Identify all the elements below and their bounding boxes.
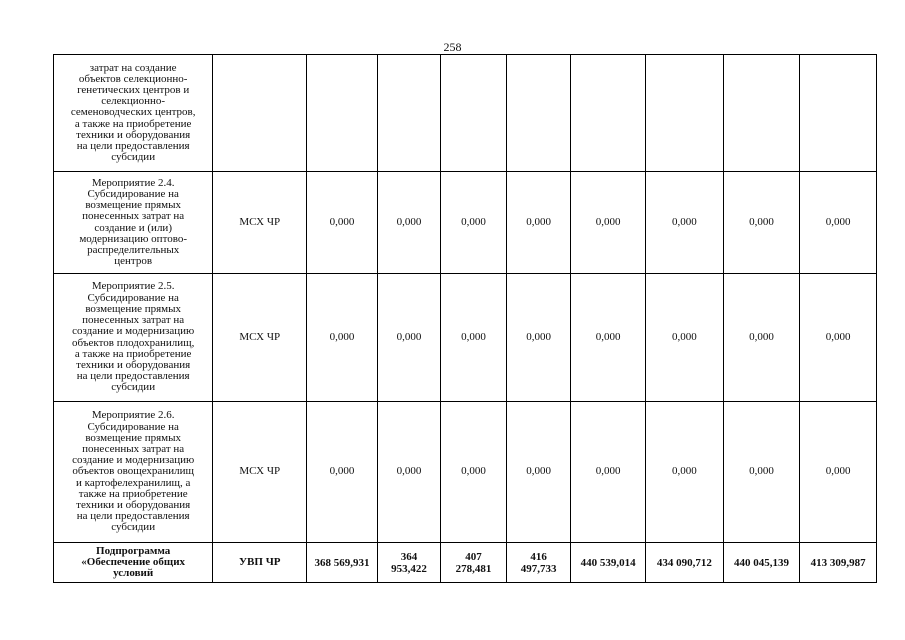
value-cell: 0,000 <box>377 402 441 543</box>
value-cell: 0,000 <box>645 274 723 402</box>
measure-description-cell: Мероприятие 2.5. Субсидирование на возмещение прямых понесенных затрат на создание и модернизацию объектов плодохранилищ, а также на приобретение техники и оборудования на цели предоставления субсидии <box>54 274 213 402</box>
executor-cell: МСХ ЧР <box>213 274 307 402</box>
value-cell <box>723 55 800 172</box>
value-cell: 0,000 <box>645 402 723 543</box>
value-cell: 0,000 <box>307 402 378 543</box>
executor-cell: МСХ ЧР <box>213 402 307 543</box>
total-value-cell: 368 569,931 <box>307 543 378 583</box>
value-cell: 0,000 <box>645 172 723 274</box>
table-row <box>54 402 877 543</box>
value-cell: 0,000 <box>571 274 646 402</box>
value-cell: 0,000 <box>441 402 507 543</box>
measure-description-cell: Мероприятие 2.4. Субсидирование на возмещение прямых понесенных затрат на создание и (или) модернизацию оптово- распределительных центров <box>54 172 213 274</box>
total-value-cell: 407 278,481 <box>441 543 507 583</box>
value-cell: 0,000 <box>571 172 646 274</box>
table-row <box>54 274 877 402</box>
page-number: 258 <box>443 40 462 54</box>
measure-description-cell: затрат на создание объектов селекционно- генетических центров и селекционно- семеноводческих центров, а также на приобретение техники и оборудования на цели предоставления субсидии <box>54 55 213 172</box>
value-cell: 0,000 <box>800 172 877 274</box>
value-cell <box>441 55 507 172</box>
value-cell <box>645 55 723 172</box>
total-value-cell: 440 045,139 <box>723 543 800 583</box>
value-cell <box>571 55 646 172</box>
value-cell: 0,000 <box>377 274 441 402</box>
executor-cell: УВП ЧР <box>213 543 307 583</box>
value-cell: 0,000 <box>800 402 877 543</box>
value-cell <box>307 55 378 172</box>
executor-cell: МСХ ЧР <box>213 172 307 274</box>
table-row <box>54 172 877 274</box>
total-value-cell: 434 090,712 <box>645 543 723 583</box>
value-cell: 0,000 <box>441 274 507 402</box>
value-cell <box>377 55 441 172</box>
value-cell: 0,000 <box>307 274 378 402</box>
value-cell <box>800 55 877 172</box>
value-cell: 0,000 <box>506 274 571 402</box>
value-cell: 0,000 <box>723 274 800 402</box>
total-value-cell: 364 953,422 <box>377 543 441 583</box>
value-cell: 0,000 <box>441 172 507 274</box>
value-cell: 0,000 <box>377 172 441 274</box>
total-value-cell: 413 309,987 <box>800 543 877 583</box>
value-cell: 0,000 <box>723 402 800 543</box>
value-cell <box>506 55 571 172</box>
table-row <box>54 55 877 172</box>
measure-description-cell: Мероприятие 2.6. Субсидирование на возмещение прямых понесенных затрат на создание и модернизацию объектов овощехранилищ и картофелехранилищ, а также на приобретение техники и оборудования на цели предоставления субсидии <box>54 402 213 543</box>
value-cell: 0,000 <box>506 172 571 274</box>
value-cell: 0,000 <box>307 172 378 274</box>
budget-table <box>53 54 877 583</box>
total-value-cell: 416 497,733 <box>506 543 571 583</box>
total-value-cell: 440 539,014 <box>571 543 646 583</box>
executor-cell <box>213 55 307 172</box>
value-cell: 0,000 <box>723 172 800 274</box>
subprogram-total-row <box>54 543 877 583</box>
value-cell: 0,000 <box>571 402 646 543</box>
subprogram-title-cell: Подпрограмма «Обеспечение общих условий <box>54 543 213 583</box>
value-cell: 0,000 <box>800 274 877 402</box>
value-cell: 0,000 <box>506 402 571 543</box>
